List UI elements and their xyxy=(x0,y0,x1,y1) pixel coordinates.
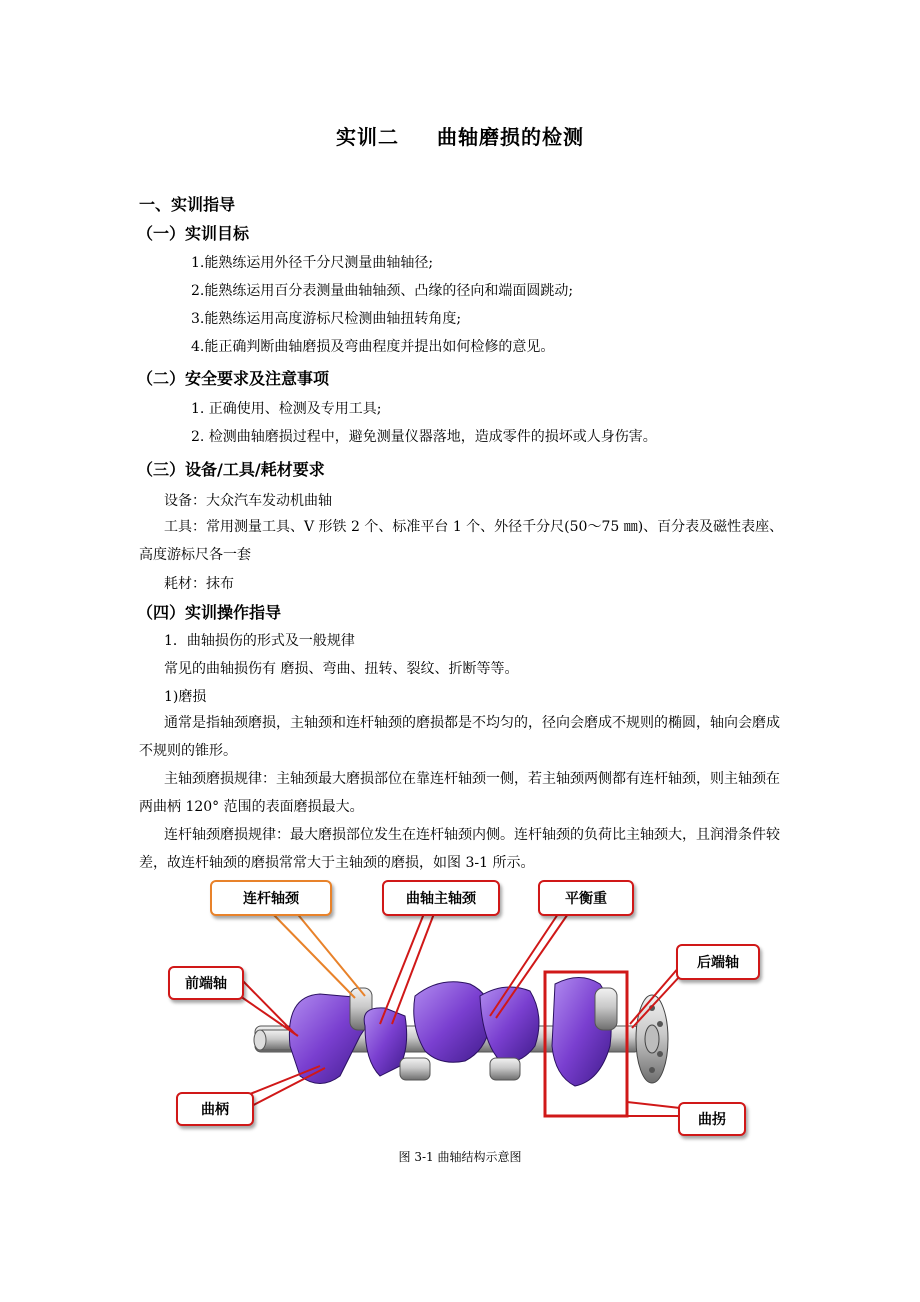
label-crank-arm: 曲柄 xyxy=(176,1092,254,1126)
label-crank-throw: 曲拐 xyxy=(678,1102,746,1136)
page-title xyxy=(0,121,920,150)
figure-caption: 图 3-1 曲轴结构示意图 xyxy=(398,1150,522,1164)
safety-item: 1. 正确使用、检测及专用工具; xyxy=(191,401,382,417)
label-conrod-journal: 连杆轴颈 xyxy=(210,880,332,916)
front-end-shaft xyxy=(254,1030,266,1050)
operation-subheading: 1)磨损 xyxy=(164,689,207,705)
operation-paragraph: 通常是指轴颈磨损，主轴颈和连杆轴颈的磨损都是不均匀的，径向会磨成不规则的椭圆，轴向会磨成不规则的锥形。 xyxy=(139,715,780,759)
goal-item: 1.能熟练运用外径千分尺测量曲轴轴径; xyxy=(191,255,434,271)
label-rear-end: 后端轴 xyxy=(676,944,760,980)
title-part2: 曲轴磨损的检测 xyxy=(437,125,584,149)
equipment-consumables: 耗材：抹布 xyxy=(164,576,234,592)
label-main-journal: 曲轴主轴颈 xyxy=(382,880,500,916)
counterweight xyxy=(414,982,491,1063)
equipment-device: 设备：大众汽车发动机曲轴 xyxy=(164,493,332,509)
operation-paragraph: 连杆轴颈磨损规律：最大磨损部位发生在连杆轴颈内侧。连杆轴颈的负荷比主轴颈大，且润滑条件较差，故连杆轴颈的磨损常常大于主轴颈的磨损，如图 3-1 所示。 xyxy=(139,827,780,871)
safety-heading: （二）安全要求及注意事项 xyxy=(137,369,330,388)
safety-item: 2. 检测曲轴磨损过程中，避免测量仪器落地，造成零件的损坏或人身伤害。 xyxy=(191,429,657,445)
title-part1: 实训二 xyxy=(336,125,399,149)
label-counterweight: 平衡重 xyxy=(538,880,634,916)
goals-heading: （一）实训目标 xyxy=(137,224,250,243)
equipment-tools: 工具：常用测量工具、V 形铁 2 个、标准平台 1 个、外径千分尺(50～75 ㎜)、百分表及磁性表座、高度游标尺各一套 xyxy=(139,519,784,563)
equipment-heading: （三）设备/工具/耗材要求 xyxy=(137,460,325,479)
operation-paragraph: 主轴颈磨损规律：主轴颈最大磨损部位在靠连杆轴颈一侧，若主轴颈两侧都有连杆轴颈，则主轴颈在两曲柄 120° 范围的表面磨损最大。 xyxy=(139,771,780,815)
operation-subheading: 1．曲轴损伤的形式及一般规律 xyxy=(164,633,355,649)
section-heading: 一、实训指导 xyxy=(139,195,236,214)
crankshaft-figure xyxy=(160,876,770,1146)
goal-item: 4.能正确判断曲轴磨损及弯曲程度并提出如何检修的意见。 xyxy=(191,339,555,355)
operation-heading: （四）实训操作指导 xyxy=(137,603,282,622)
operation-paragraph: 常见的曲轴损伤有 磨损、弯曲、扭转、裂纹、折断等等。 xyxy=(164,661,519,677)
label-front-end: 前端轴 xyxy=(168,966,244,1000)
goal-item: 2.能熟练运用百分表测量曲轴轴颈、凸缘的径向和端面圆跳动; xyxy=(191,283,574,299)
goal-item: 3.能熟练运用高度游标尺检测曲轴扭转角度; xyxy=(191,311,462,327)
